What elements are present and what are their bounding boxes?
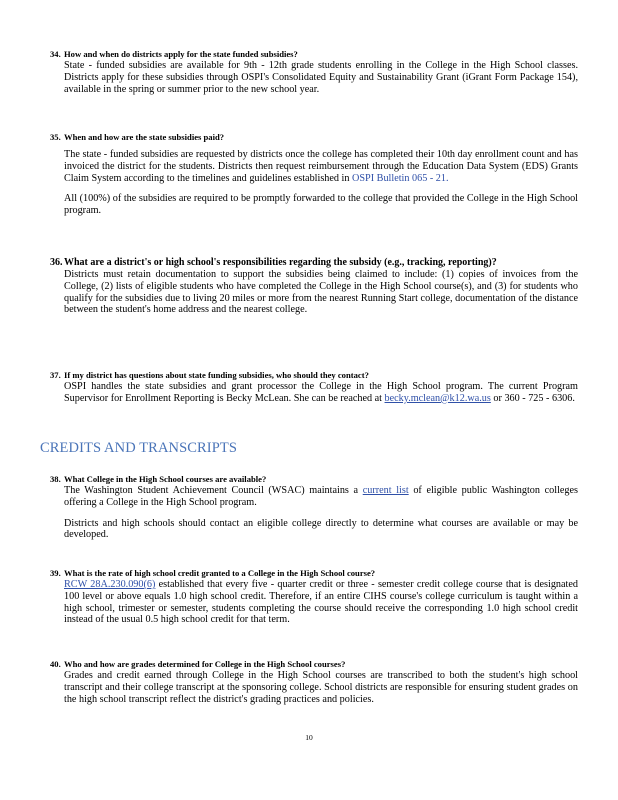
answer-text: The Washington Student Achievement Council (WSAC) maintains a — [64, 485, 359, 496]
current-list-link[interactable]: current list — [362, 485, 409, 496]
answer-text: The state - funded subsidies are requested by districts once the college has completed their 10th day enrollment count and has invoiced the district for the students. Districts then request reimbursement through the Education Data System (EDS) Grants Claim System according to the timelines and guidelines established in — [64, 149, 578, 184]
answer-paragraph: Districts must retain documentation to support the subsidies being claimed to include: (1) copies of invoices from the College, (2) lists of eligible students who have completed the College in the High School course(s), and (3) for students who qualify for the subsidies due to living 20 miles or more from the nearest Running Start college, documentation of the distance between the student's home address and the nearest college. — [64, 269, 578, 316]
question-38 — [50, 474, 578, 541]
question-37 — [50, 370, 578, 405]
answer-paragraph: Districts and high schools should contact an eligible college directly to determine what courses are available or may be developed. — [64, 517, 578, 541]
question-title: What College in the High School courses are available? — [64, 474, 267, 484]
answer-text: established that every five - quarter credit or three - semester credit college course that is designated 100 level or above equals 1.0 high school credit. Therefore, if an entire CIHS course's college curriculum is taught within a high school, trimester or semester, students completing the course should receive the corresponding 1.0 high school credit instead of the usual 0.5 high school credit for that term. — [64, 579, 578, 626]
question-number: 38. — [50, 474, 61, 484]
answer-body — [64, 485, 578, 541]
answer-paragraph: All (100%) of the subsidies are required to be promptly forwarded to the college that provided the College in the High School program. — [64, 193, 578, 217]
question-heading — [50, 568, 578, 579]
answer-paragraph: State - funded subsidies are available for 9th - 12th grade students enrolling in the College in the High School classes. Districts apply for these subsidies through OSPI's Consolidated Equity and Sustainability Grant (iGrant Form Package 154), available in the spring or summer prior to the new school year. — [64, 60, 578, 95]
question-35 — [50, 132, 578, 217]
answer-paragraph — [64, 485, 578, 509]
question-34 — [50, 49, 578, 95]
question-heading — [50, 132, 578, 143]
question-39 — [50, 568, 578, 626]
section-title: CREDITS AND TRANSCRIPTS — [40, 440, 238, 456]
question-title: If my district has questions about state funding subsidies, who should they contact? — [64, 370, 369, 380]
question-number: 34. — [50, 49, 61, 59]
phone-text: or 360 - 725 - 6306. — [493, 392, 575, 404]
question-heading — [50, 659, 578, 670]
email-link[interactable]: becky.mclean@k12.wa.us — [384, 392, 491, 404]
question-title: What is the rate of high school credit granted to a College in the High School course? — [64, 568, 376, 578]
answer-paragraph — [64, 149, 578, 184]
question-number: 40. — [50, 659, 61, 669]
question-heading — [50, 474, 578, 485]
question-heading — [50, 257, 578, 269]
answer-paragraph: Grades and credit earned through College in the High School courses are transcribed to both the student's high school transcript and their college transcript at the sponsoring college. School districts are responsible for ensuring student grades on the high school transcript reflect the district's grading practices and policies. — [64, 670, 578, 705]
question-title: What are a district's or high school's responsibilities regarding the subsidy (e.g., tracking, reporting)? — [64, 257, 497, 268]
answer-paragraph — [64, 579, 578, 626]
ospi-bulletin-link[interactable]: OSPI Bulletin 065 - 21. — [352, 172, 449, 184]
answer-body — [64, 579, 578, 626]
question-title: How and when do districts apply for the state funded subsidies? — [64, 49, 298, 59]
question-36 — [50, 257, 578, 316]
rcw-link[interactable]: RCW 28A.230.090(6) — [64, 579, 156, 590]
question-number: 39. — [50, 568, 61, 578]
answer-paragraph — [64, 381, 578, 405]
answer-text: OSPI handles the state subsidies and grant processor the College in the High School program. The current Program Supervisor for Enrollment Reporting is Becky McLean. She can be reached at — [64, 381, 578, 404]
answer-text: of eligible public Washington colleges offering a College in the High School program. — [64, 485, 579, 508]
question-title: When and how are the state subsidies paid? — [64, 132, 225, 142]
answer-body — [64, 60, 578, 95]
question-number: 37. — [50, 370, 61, 380]
question-40 — [50, 659, 578, 705]
question-number: 36. — [50, 257, 63, 268]
question-number: 35. — [50, 132, 61, 142]
question-heading — [50, 370, 578, 381]
answer-body — [64, 381, 578, 405]
question-title: Who and how are grades determined for College in the High School courses? — [64, 659, 346, 669]
answer-body — [64, 670, 578, 705]
question-heading — [50, 49, 578, 60]
answer-body — [64, 269, 578, 316]
page-number: 10 — [305, 733, 313, 742]
answer-body — [64, 149, 578, 217]
